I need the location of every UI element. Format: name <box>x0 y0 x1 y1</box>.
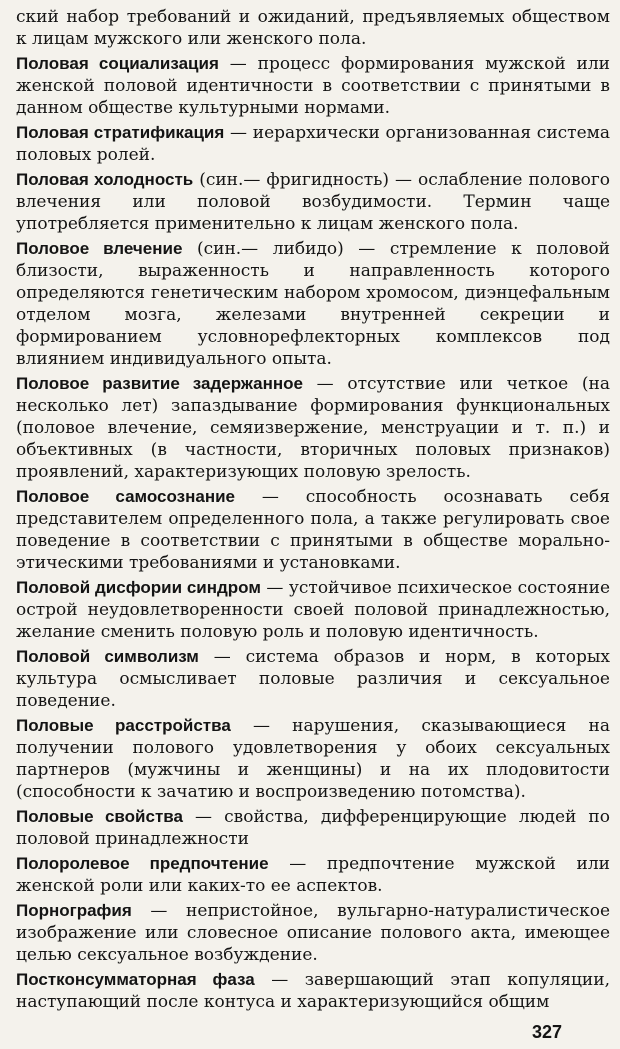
entry-term: Половое самосознание <box>16 487 235 506</box>
entry <box>16 169 610 235</box>
entry <box>16 486 610 574</box>
entry-term: Половое развитие задержанное <box>16 374 303 393</box>
entry <box>16 373 610 483</box>
entry-definition: — завершающий этап копуляции, наступающий после контуса и характеризующийся общим <box>16 970 610 1012</box>
entry <box>16 715 610 803</box>
entry <box>16 853 610 897</box>
entry <box>16 969 610 1013</box>
entry-term: Половое влечение <box>16 239 183 258</box>
entry-term: Половая стратификация <box>16 123 225 142</box>
entry-term: Постконсумматорная фаза <box>16 970 255 989</box>
entry-term: Половой символизм <box>16 647 199 666</box>
entry-definition: — устойчивое психическое состояние острой неудовлетворенности своей половой принадлежностью, желание сменить половую роль и половую идентичность. <box>16 578 611 642</box>
entry-definition: — отсутствие или четкое (на несколько лет) запаздывание формирования функциональных (половое влечение, семяизвержение, менструации и т. п.) и объективных (в частности, вторичных половых признаков) проявлений, характеризующих половую зрелость. <box>16 374 610 482</box>
entry-definition: (син.— либидо) — стремление к половой близости, выраженность и направленность которого определяются генетическим набором хромосом, диэнцефальным отделом мозга, железами внутренней секреции и формированием условнорефлекторных комплексов под влиянием индивидуального опыта. <box>16 239 610 369</box>
entry <box>16 122 610 166</box>
entry <box>16 53 610 119</box>
entry-term: Полоролевое предпочтение <box>16 854 269 873</box>
page-number: 327 <box>532 1022 563 1042</box>
entry-definition: — предпочтение мужской или женской роли или каких-то ее аспектов. <box>16 854 610 896</box>
entry-definition: — нарушения, сказывающиеся на получении полового удовлетворения у обоих сексуальных партнеров (мужчины и женщины) и на их плодовитости (способности к зачатию и воспроизведению потомства). <box>16 716 610 802</box>
entry <box>16 646 610 712</box>
entry-definition: — способность осознавать себя представителем определенного пола, а также регулировать свое поведение в соответствии с принятыми в обществе морально-этическими требованиями и установками. <box>16 487 610 573</box>
entry-term: Половые свойства <box>16 807 183 826</box>
entry <box>16 238 610 370</box>
entry-definition: — система образов и норм, в которых культура осмысливает половые различия и сексуальное поведение. <box>16 647 610 711</box>
continuation-text: ский набор требований и ожиданий, предъявляемых обществом к лицам мужского или женского пола. <box>16 7 610 49</box>
entry <box>16 577 610 643</box>
entry <box>16 900 610 966</box>
entry-term: Половой дисфории синдром <box>16 578 261 597</box>
entry-definition: (син.— фригидность) — ослабление полового влечения или половой возбудимости. Термин чаще употребляется применительно к лицам женского пола. <box>16 170 610 234</box>
entry-term: Половая холодность <box>16 170 194 189</box>
entry-definition: — свойства, дифференцирующие людей по половой принадлежности <box>16 807 611 849</box>
entry-term: Половые расстройства <box>16 716 231 735</box>
entry-definition: — процесс формирования мужской или женской половой идентичности в соответствии с принятыми в данном обществе культурными нормами. <box>16 54 610 118</box>
entry-definition: — иерархически организованная система половых ролей. <box>16 123 611 165</box>
entry <box>16 806 610 850</box>
entry-term: Порнография <box>16 901 132 920</box>
entry-term: Половая социализация <box>16 54 219 73</box>
entry-definition: — непристойное, вульгарно-натуралистическое изображение или словесное описание полового акта, имеющее целью сексуальное возбуждение. <box>16 901 610 965</box>
